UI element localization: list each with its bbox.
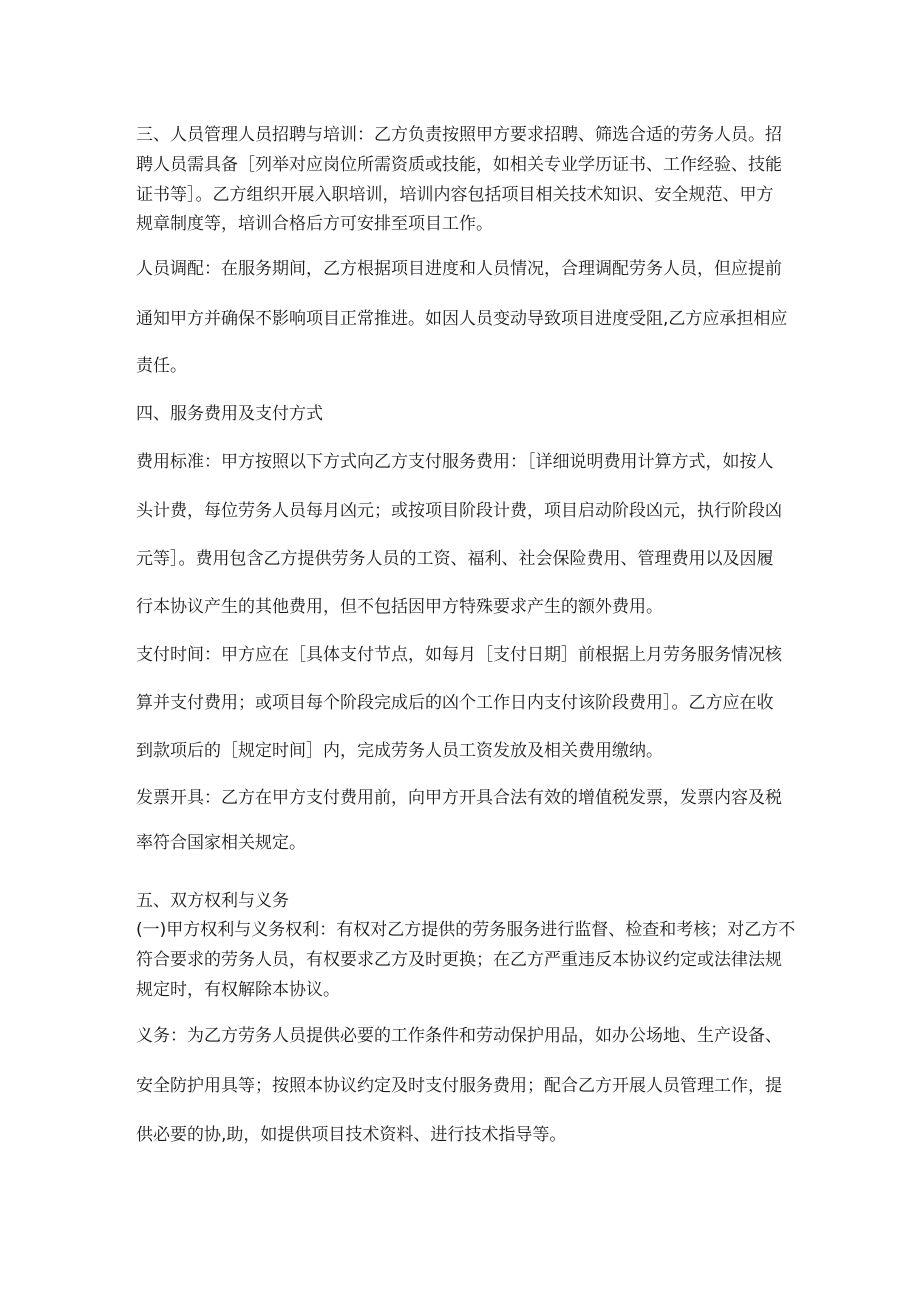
paragraph-line: 聘人员需具备［列举对应岗位所需资质或技能，如相关专业学历证书、工作经验、技能: [136, 155, 782, 175]
paragraph-line: 费用标准：甲方按照以下方式向乙方支付服务费用：［详细说明费用计算方式，如按人: [136, 452, 774, 472]
paragraph-line: 规定时，有权解除本协议。: [136, 980, 340, 1000]
paragraph-line: 符合要求的劳务人员，有权要求乙方及时更换；在乙方严重违反本协议约定或法律法规: [136, 950, 782, 970]
section-3-title-line: 三、人员管理人员招聘与培训：乙方负责按照甲方要求招聘、筛选合适的劳务人员。招: [136, 125, 782, 145]
paragraph-line: 通知甲方并确保不影响项目正常推进。如因人员变动导致项目进度受阻,乙方应承担相应: [136, 309, 788, 329]
paragraph-line: 头计费，每位劳务人员每月凶元；或按项目阶段计费，项目启动阶段凶元，执行阶段凶: [136, 501, 782, 521]
paragraph-line: 到款项后的［规定时间］内，完成劳务人员工资发放及相关费用缴纳。: [136, 741, 663, 761]
section-5-title: 五、双方权利与义务: [136, 891, 289, 911]
paragraph-line: 义务：为乙方劳务人员提供必要的工作条件和劳动保护用品，如办公场地、生产设备、: [136, 1026, 782, 1046]
paragraph-line: 供必要的协,助，如提供项目技术资料、进行技术指导等。: [136, 1125, 567, 1145]
paragraph-line: 算并支付费用；或项目每个阶段完成后的凶个工作日内支付该阶段费用］。乙方应在收: [136, 693, 774, 713]
paragraph-line: 元等］。费用包含乙方提供劳务人员的工资、福利、社会保险费用、管理费用以及因履: [136, 549, 774, 569]
paragraph-line: 发票开具：乙方在甲方支付费用前，向甲方开具合法有效的增值税发票，发票内容及税: [136, 788, 782, 808]
paragraph-line: 率符合国家相关规定。: [136, 833, 306, 853]
paragraph-line: 责任。: [136, 356, 187, 376]
paragraph-line: (一)甲方权利与义务权利：有权对乙方提供的劳务服务进行监督、检查和考核；对乙方不: [136, 920, 796, 940]
section-4-title: 四、服务费用及支付方式: [136, 404, 323, 424]
paragraph-line: 行本协议产生的其他费用，但不包括因甲方特殊要求产生的额外费用。: [136, 597, 663, 617]
paragraph-line: 支付时间：甲方应在［具体支付节点，如每月［支付日期］前根据上月劳务服务情况核: [136, 645, 782, 665]
paragraph-line: 安全防护用具等；按照本协议约定及时支付服务费用；配合乙方开展人员管理工作，提: [136, 1076, 782, 1096]
paragraph-line: 人员调配：在服务期间，乙方根据项目进度和人员情况，合理调配劳务人员，但应提前: [136, 259, 782, 279]
paragraph-line: 规章制度等，培训合格后方可安排至项目工作。: [136, 214, 493, 234]
paragraph-line: 证书等］。乙方组织开展入职培训，培训内容包括项目相关技术知识、安全规范、甲方: [136, 185, 774, 205]
